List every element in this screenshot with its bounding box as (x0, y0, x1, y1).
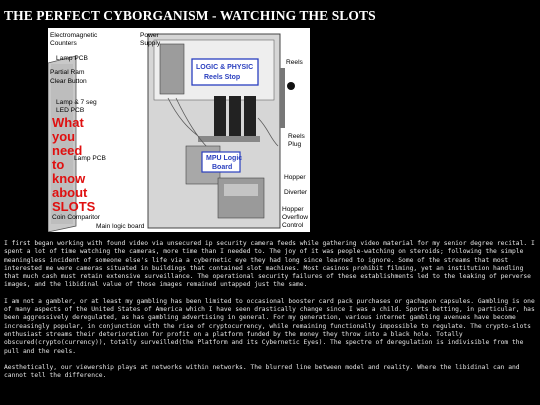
label-main-logic-board: Main logic board (96, 223, 145, 230)
page-title: THE PERFECT CYBORGANISM - WATCHING THE SLOTS (4, 8, 376, 23)
label-hopper: Hopper (284, 174, 306, 181)
hopper-tray (224, 184, 258, 196)
reel-1 (214, 96, 226, 136)
label-mpu-2: Board (212, 164, 233, 171)
side-handle (280, 68, 285, 128)
article-paragraph-1: I first began working with found video via unsecured ip security camera feeds while gathering video material for my senior degree recital. I spent a lot of time watching the cameras, more time than I needed to. The joy of it was people-watching on steroids; following the simple meaningless incident of someone else's life via a cybernetic eye they had long since learned to ignore. Some of the streams that most interested me were cameras situated in buildings that contained slot machines. Most casinos prohibit filming, yet an institution handling that much cash must retain extensive surveillance. The operational security failures of these establishments led to the leaking of perverse images, and the libidinal value of those images remained untapped just the same. (4, 240, 535, 289)
logic-physic-box (192, 59, 258, 85)
label-hopper-overflow-2: Overflow (282, 214, 309, 221)
article-paragraph-3: Aesthetically, our viewership plays at networks within networks. The blurred line between model and reality. Where the libidinal can and cannot tell the difference. (4, 363, 520, 380)
label-power: Power (140, 32, 159, 39)
reel-shelf (198, 136, 260, 142)
label-hopper-overflow-1: Hopper (282, 206, 304, 213)
reel-3 (244, 96, 256, 136)
label-led-pcb: LED PCB (56, 107, 85, 114)
power-supply-block (160, 44, 184, 94)
slot-machine-illustration (48, 28, 310, 232)
label-lamp-pcb-bottom: Lamp PCB (74, 155, 106, 162)
label-reels: Reels (286, 59, 303, 66)
need-line-6: about (52, 185, 88, 200)
label-mpu-1: MPU Logic (206, 155, 243, 162)
label-supply: Supply (140, 40, 161, 47)
label-reels-plug-2: Plug (288, 141, 302, 148)
reel-2 (229, 96, 241, 136)
label-lamp-pcb-top: Lamp PCB (56, 55, 88, 62)
label-partial-ram: Partial Ram (50, 69, 85, 76)
need-line-3: need (52, 143, 83, 158)
label-clear-button: Clear Button (50, 78, 87, 85)
label-electromagnetic: Electromagnetic (50, 32, 98, 39)
need-line-1: What (52, 115, 84, 130)
label-coin-comparitor: Coin Comparitor (52, 214, 101, 221)
label-logic-physic-1: LOGIC & PHYSIC (196, 64, 254, 71)
need-line-2: you (52, 129, 76, 144)
label-counters: Counters (50, 40, 77, 47)
label-hopper-overflow-3: Control (282, 222, 304, 229)
label-lamp-7seg: Lamp & 7 seg (56, 99, 97, 106)
label-reels-plug-1: Reels (288, 133, 305, 140)
article-paragraph-2: I am not a gambler, or at least my gambling has been limited to occasional booster card pack purchases or gachapon capsules. Gambling is one of many aspects of the United States of America which I have seen drastically change since I was a child. Sports betting, in particular, has been aggressively deregulated, as has gambling advertising in general. For my generation, various internet gambling avenues have become increasingly popular, in conjunction with the rise of cryptocurrency, while remaining functionally impossible to regulate. The crypto-slots enthusiast streams their deterioration for profit on a platform funded by the money they throw into a black hole. Totally obscured(crypto(currency)), totally surveilled(the Platform and its Cybernetic Eyes). The spectre of deregulation is indivisible from the pull and the reels. (4, 297, 535, 355)
need-line-5: know (52, 171, 86, 186)
need-line-4: to (52, 157, 65, 172)
handle-knob (287, 82, 295, 90)
article-body (4, 240, 536, 388)
label-logic-physic-2: Reels Stop (204, 74, 241, 81)
need-line-7: SLOTS (52, 199, 96, 214)
label-diverter: Diverter (284, 189, 308, 196)
slot-machine-diagram (48, 28, 310, 232)
